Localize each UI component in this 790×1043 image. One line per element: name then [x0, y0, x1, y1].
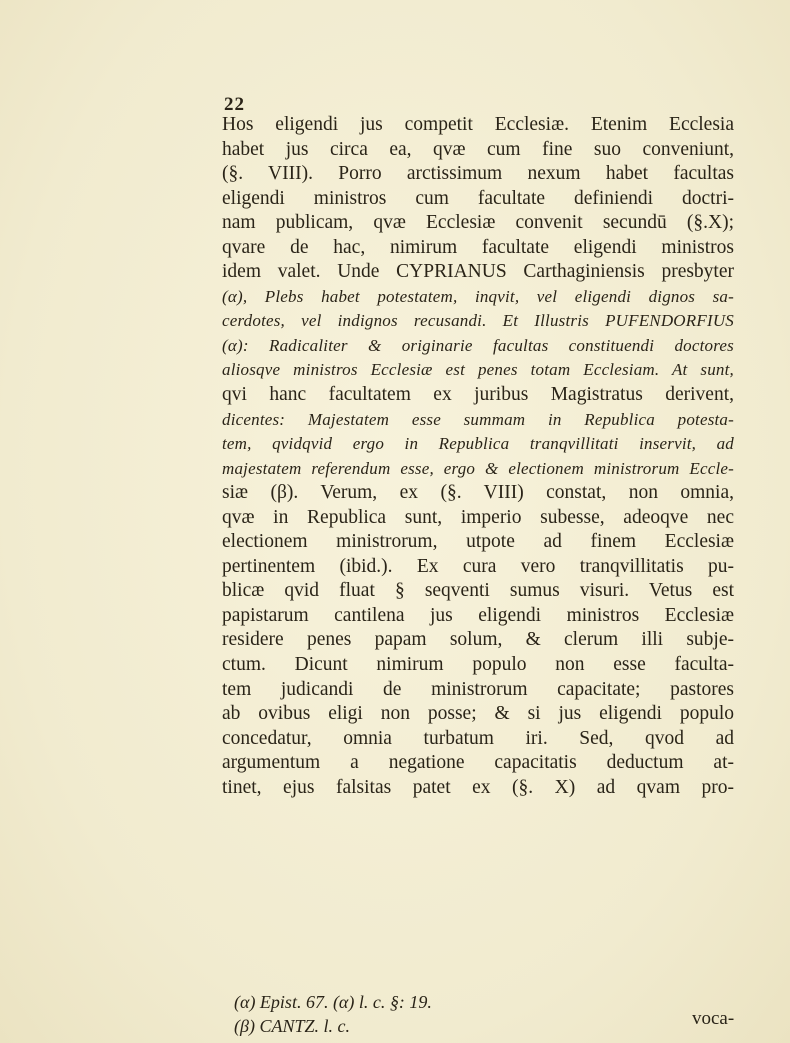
footnote: (α) Epist. 67. (α) l. c. §: 19. — [234, 992, 432, 1012]
text-line: argumentum a negatione capacitatis deductum at- — [222, 752, 734, 774]
text-line: qvæ in Republica sunt, imperio subesse, adeoqve nec — [222, 506, 734, 528]
text-line: papistarum cantilena jus eligendi ministros Ecclesiæ — [222, 604, 734, 626]
body-text — [222, 113, 734, 800]
text-line: (α), Plebs habet potestatem, inqvit, vel eligendi dignos sa- — [222, 286, 734, 306]
catchword: voca- — [692, 1008, 735, 1029]
text-line: (§. VIII). Porro arctissimum nexum habet facultas — [222, 163, 734, 185]
text-line: residere penes papam solum, & clerum illi subje- — [222, 629, 734, 651]
footnotes — [234, 990, 654, 1038]
text-line: majestatem referendum esse, ergo & electionem ministrorum Eccle- — [222, 458, 734, 478]
text-line: eligendi ministros cum facultate definiendi doctri- — [222, 187, 734, 209]
text-line: pertinentem (ibid.). Ex cura vero tranqvillitatis pu- — [222, 555, 734, 577]
text-line: dicentes: Majestatem esse summam in Republica potesta- — [222, 409, 734, 429]
text-line: qvi hanc facultatem ex juribus Magistratus derivent, — [222, 384, 734, 406]
text-line: blicæ qvid fluat § seqventi sumus visuri. Vetus est — [222, 580, 734, 602]
text-line: qvare de hac, nimirum facultate eligendi ministros — [222, 236, 734, 258]
text-line: nam publicam, qvæ Ecclesiæ convenit secundū (§.X); — [222, 212, 734, 234]
text-line: siæ (β). Verum, ex (§. VIII) constat, non omnia, — [222, 482, 734, 504]
page-number: 22 — [224, 94, 245, 115]
text-line: ab ovibus eligi non posse; & si jus eligendi populo — [222, 703, 734, 725]
text-line: ctum. Dicunt nimirum populo non esse faculta- — [222, 654, 734, 676]
text-line: tem judicandi de ministrorum capacitate; pastores — [222, 678, 734, 700]
text-line: electionem ministrorum, utpote ad finem Ecclesiæ — [222, 531, 734, 553]
text-line: Hos eligendi jus competit Ecclesiæ. Etenim Ecclesia — [222, 114, 734, 135]
text-line: aliosqve ministros Ecclesiæ est penes totam Ecclesiam. At sunt, — [222, 360, 734, 380]
footnote: (β) CANTZ. l. c. — [234, 1016, 350, 1036]
text-line: cerdotes, vel indignos recusandi. Et Illustris PUFENDORFIUS — [222, 311, 734, 331]
text-line: tinet, ejus falsitas patet ex (§. X) ad qvam pro- — [222, 776, 734, 798]
text-line: habet jus circa ea, qvæ cum fine suo conveniunt, — [222, 138, 734, 160]
text-line: concedatur, omnia turbatum iri. Sed, qvod ad — [222, 727, 734, 749]
text-line: idem valet. Unde CYPRIANUS Carthaginiensis presbyter — [222, 261, 734, 283]
text-line: (α): Radicaliter & originarie facultas constituendi doctores — [222, 335, 734, 355]
text-line: tem, qvidqvid ergo in Republica tranqvillitati inservit, ad — [222, 434, 734, 454]
